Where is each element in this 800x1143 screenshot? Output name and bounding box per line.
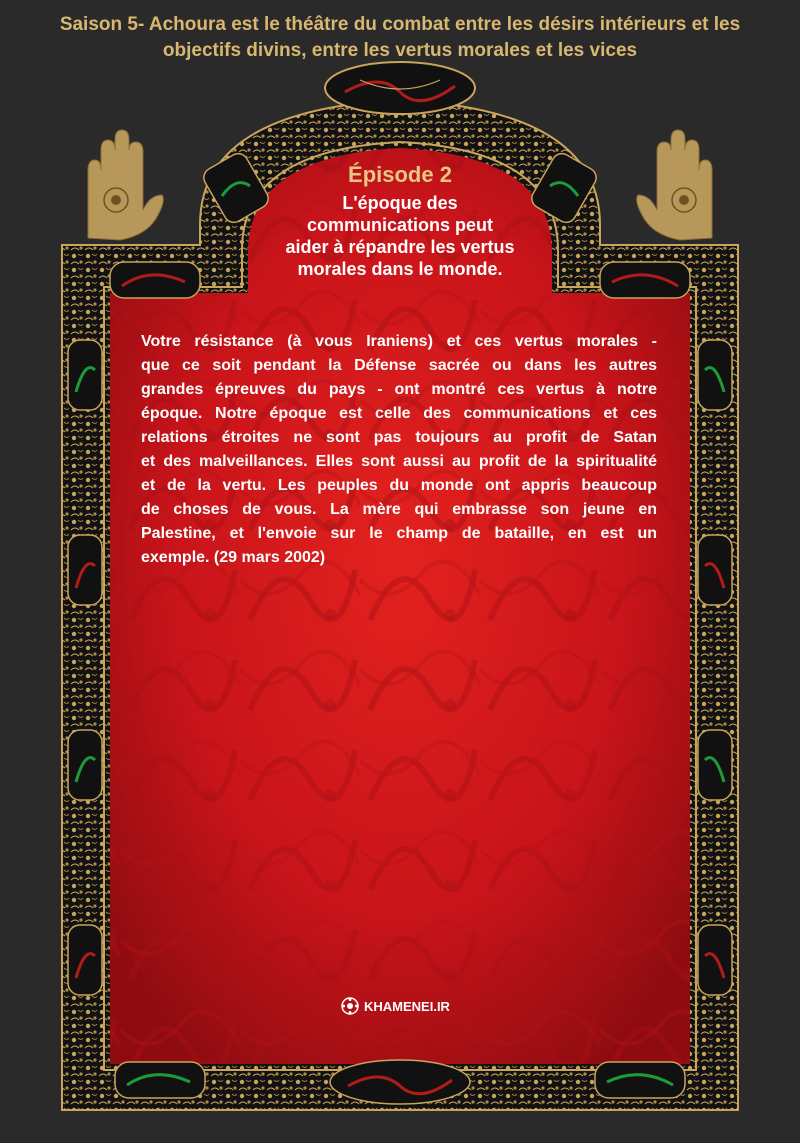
- body-line: exemple. (29 mars 2002): [141, 549, 326, 566]
- body-line: et des malveillances. Elles sont aussi au profit de la spiritualité: [141, 453, 657, 470]
- body-line: époque. Notre époque est celle des communications et ces: [141, 405, 657, 422]
- header-line-2: objectifs divins, entre les vertus morales et les vices: [162, 40, 638, 61]
- subtitle-line-2: communications peut: [306, 215, 494, 235]
- body-line: et de la vertu. Les peuples du monde ont appris beaucoup: [141, 477, 657, 494]
- subtitle-line-3: aider à répandre les vertus: [285, 237, 515, 257]
- header-line-1: Saison 5- Achoura est le théâtre du combat entre les désirs intérieurs et les: [59, 14, 741, 35]
- episode-subtitle: [255, 192, 545, 280]
- body-line: de choses de vous. La mère qui embrasse son jeune en: [141, 501, 657, 518]
- site-watermark: [340, 996, 450, 1016]
- episode-title: Épisode 2: [348, 162, 452, 187]
- watermark-text: KHAMENEI.IR: [364, 998, 450, 1014]
- body-line: que ce soit pendant la Défense sacrée ou dans les autres: [141, 357, 657, 374]
- right-hand-ornament: [637, 130, 712, 240]
- quote-body: [141, 330, 657, 570]
- body-line: Palestine, et l'envoie sur le champ de bataille, en est un: [141, 525, 657, 542]
- body-line: grandes épreuves du pays - ont montré ces vertus à notre: [141, 381, 657, 398]
- khamenei-logo-icon: [340, 996, 360, 1016]
- body-line: Votre résistance (à vous Iraniens) et ces vertus morales -: [141, 333, 657, 350]
- left-hand-ornament: [88, 130, 163, 240]
- top-medallion: [325, 62, 475, 114]
- subtitle-line-4: morales dans le monde.: [297, 259, 503, 279]
- bottom-medallion: [330, 1060, 470, 1104]
- body-line: relations étroites ne sont pas toujours au profit de Satan: [141, 429, 657, 446]
- subtitle-line-1: L'époque des: [342, 193, 458, 213]
